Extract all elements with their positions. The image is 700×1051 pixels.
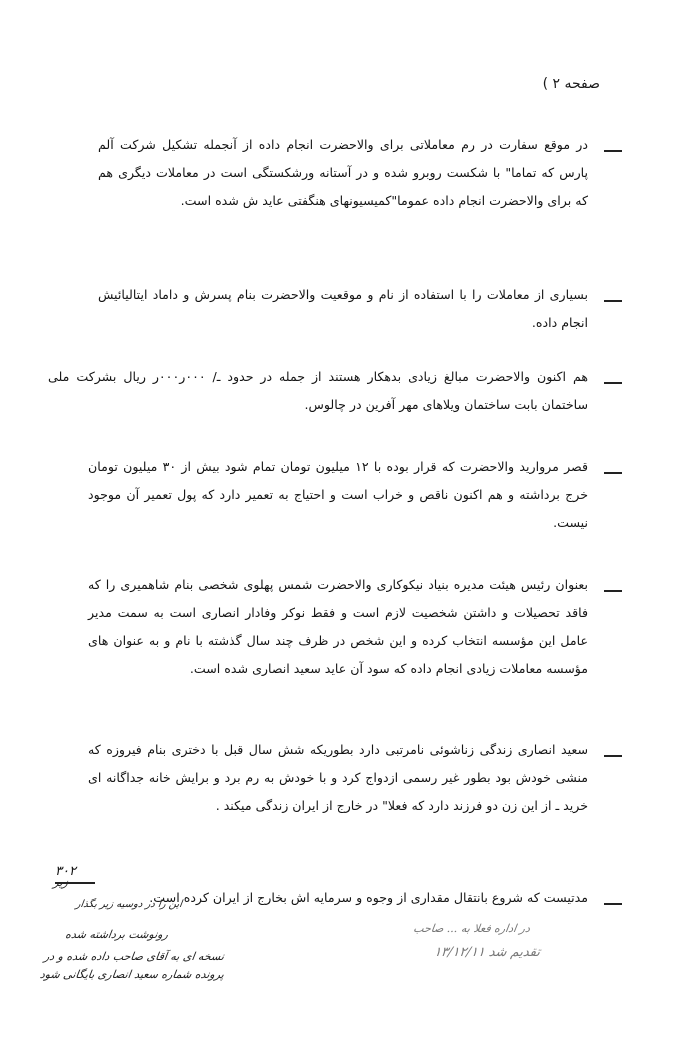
handwritten-center-note: در اداره فعلا به ... صاحب	[412, 922, 531, 935]
handwritten-number: ۳۰۲	[55, 864, 76, 879]
page-number-label: صفحه ۲ )	[542, 76, 600, 92]
handwritten-margin-note: این را در دوسیه زیر بگذار	[74, 899, 183, 910]
paragraph-text: قصر مروارید والاحضرت که قرار بوده با ۱۲ میلیون تومان تمام شود بیش از ۳۰ میلیون تومان خرج برداشته و هم اکنون ناقص و خراب است و احتیاج به تعمیر دارد که پول تعمیر آن موجود نیست.	[88, 459, 588, 530]
paragraph-text: بسیاری از معاملات را با استفاده از نام و موقعیت والاحضرت بنام پسرش و داماد ایتالیائیش انجام داده.	[98, 287, 588, 330]
paragraph-text: بعنوان رئیس هیئت مدیره بنیاد نیکوکاری والاحضرت شمس پهلوی شخصی بنام شاهمیری را که فاقد تحصیلات و داشتن شخصیت لازم است و فقط نوکر وفادار انصاری است به سمت مدیر عامل این مؤسسه انتخاب کرده و این شخص در ظرف چند سال گذشته با نام و به عنوان های مؤسسه معاملات زیادی انجام داده که سود آن عاید سعید انصاری شده است.	[88, 577, 588, 676]
paragraph-text: هم اکنون والاحضرت مبالغ زیادی بدهکار هستند از جمله در حدود ـ/ ۰۰۰ر۰۰۰ر ریال بشرکت ملی ساختمان بابت ساختمان ویلاهای مهر آفرین در چالوس.	[48, 369, 588, 412]
bullet-dash	[604, 755, 622, 757]
bullet-dash	[604, 300, 622, 302]
bullet-dash	[604, 590, 622, 592]
handwritten-margin-note: نسخه ای به آقای صاحب داده شده و در	[43, 950, 225, 963]
handwritten-margin-note: رونوشت برداشته شده	[64, 928, 169, 941]
handwritten-margin-note: زیر	[52, 876, 69, 889]
bullet-dash	[604, 903, 622, 905]
bullet-dash	[604, 382, 622, 384]
handwritten-center-note: تقدیم شد ۱۳/۱۲/۱۱	[433, 945, 542, 960]
handwritten-margin-note: پرونده شماره سعید انصاری بایگانی شود	[39, 968, 225, 981]
paragraph-text: سعید انصاری زندگی زناشوئی نامرتبی دارد بطوریکه شش سال قبل با دختری بنام فیروزه که منشی خودش بود بطور غیر رسمی ازدواج کرد و با خودش به رم برد و برایش خانه جداگانه ای خرید ـ از این زن دو فرزند دارد که فعلا" در خارج از ایران زندگی میکند .	[88, 742, 588, 813]
bullet-dash	[604, 472, 622, 474]
paragraph-text: مدتیست که شروع بانتقال مقداری از وجوه و سرمایه اش بخارج از ایران کرده است.	[149, 890, 588, 905]
paragraph-text: در موقع سفارت در رم معاملاتی برای والاحضرت انجام داده از آنجمله تشکیل شرکت آلم پارس که تماما" با شکست روبرو شده و در آستانه ورشکستگی است در معاملات دیگری هم که برای والاحضرت انجام داده عموما"کمیسیونهای هنگفتی عاید ش شده است.	[98, 137, 588, 208]
bullet-dash	[604, 150, 622, 152]
